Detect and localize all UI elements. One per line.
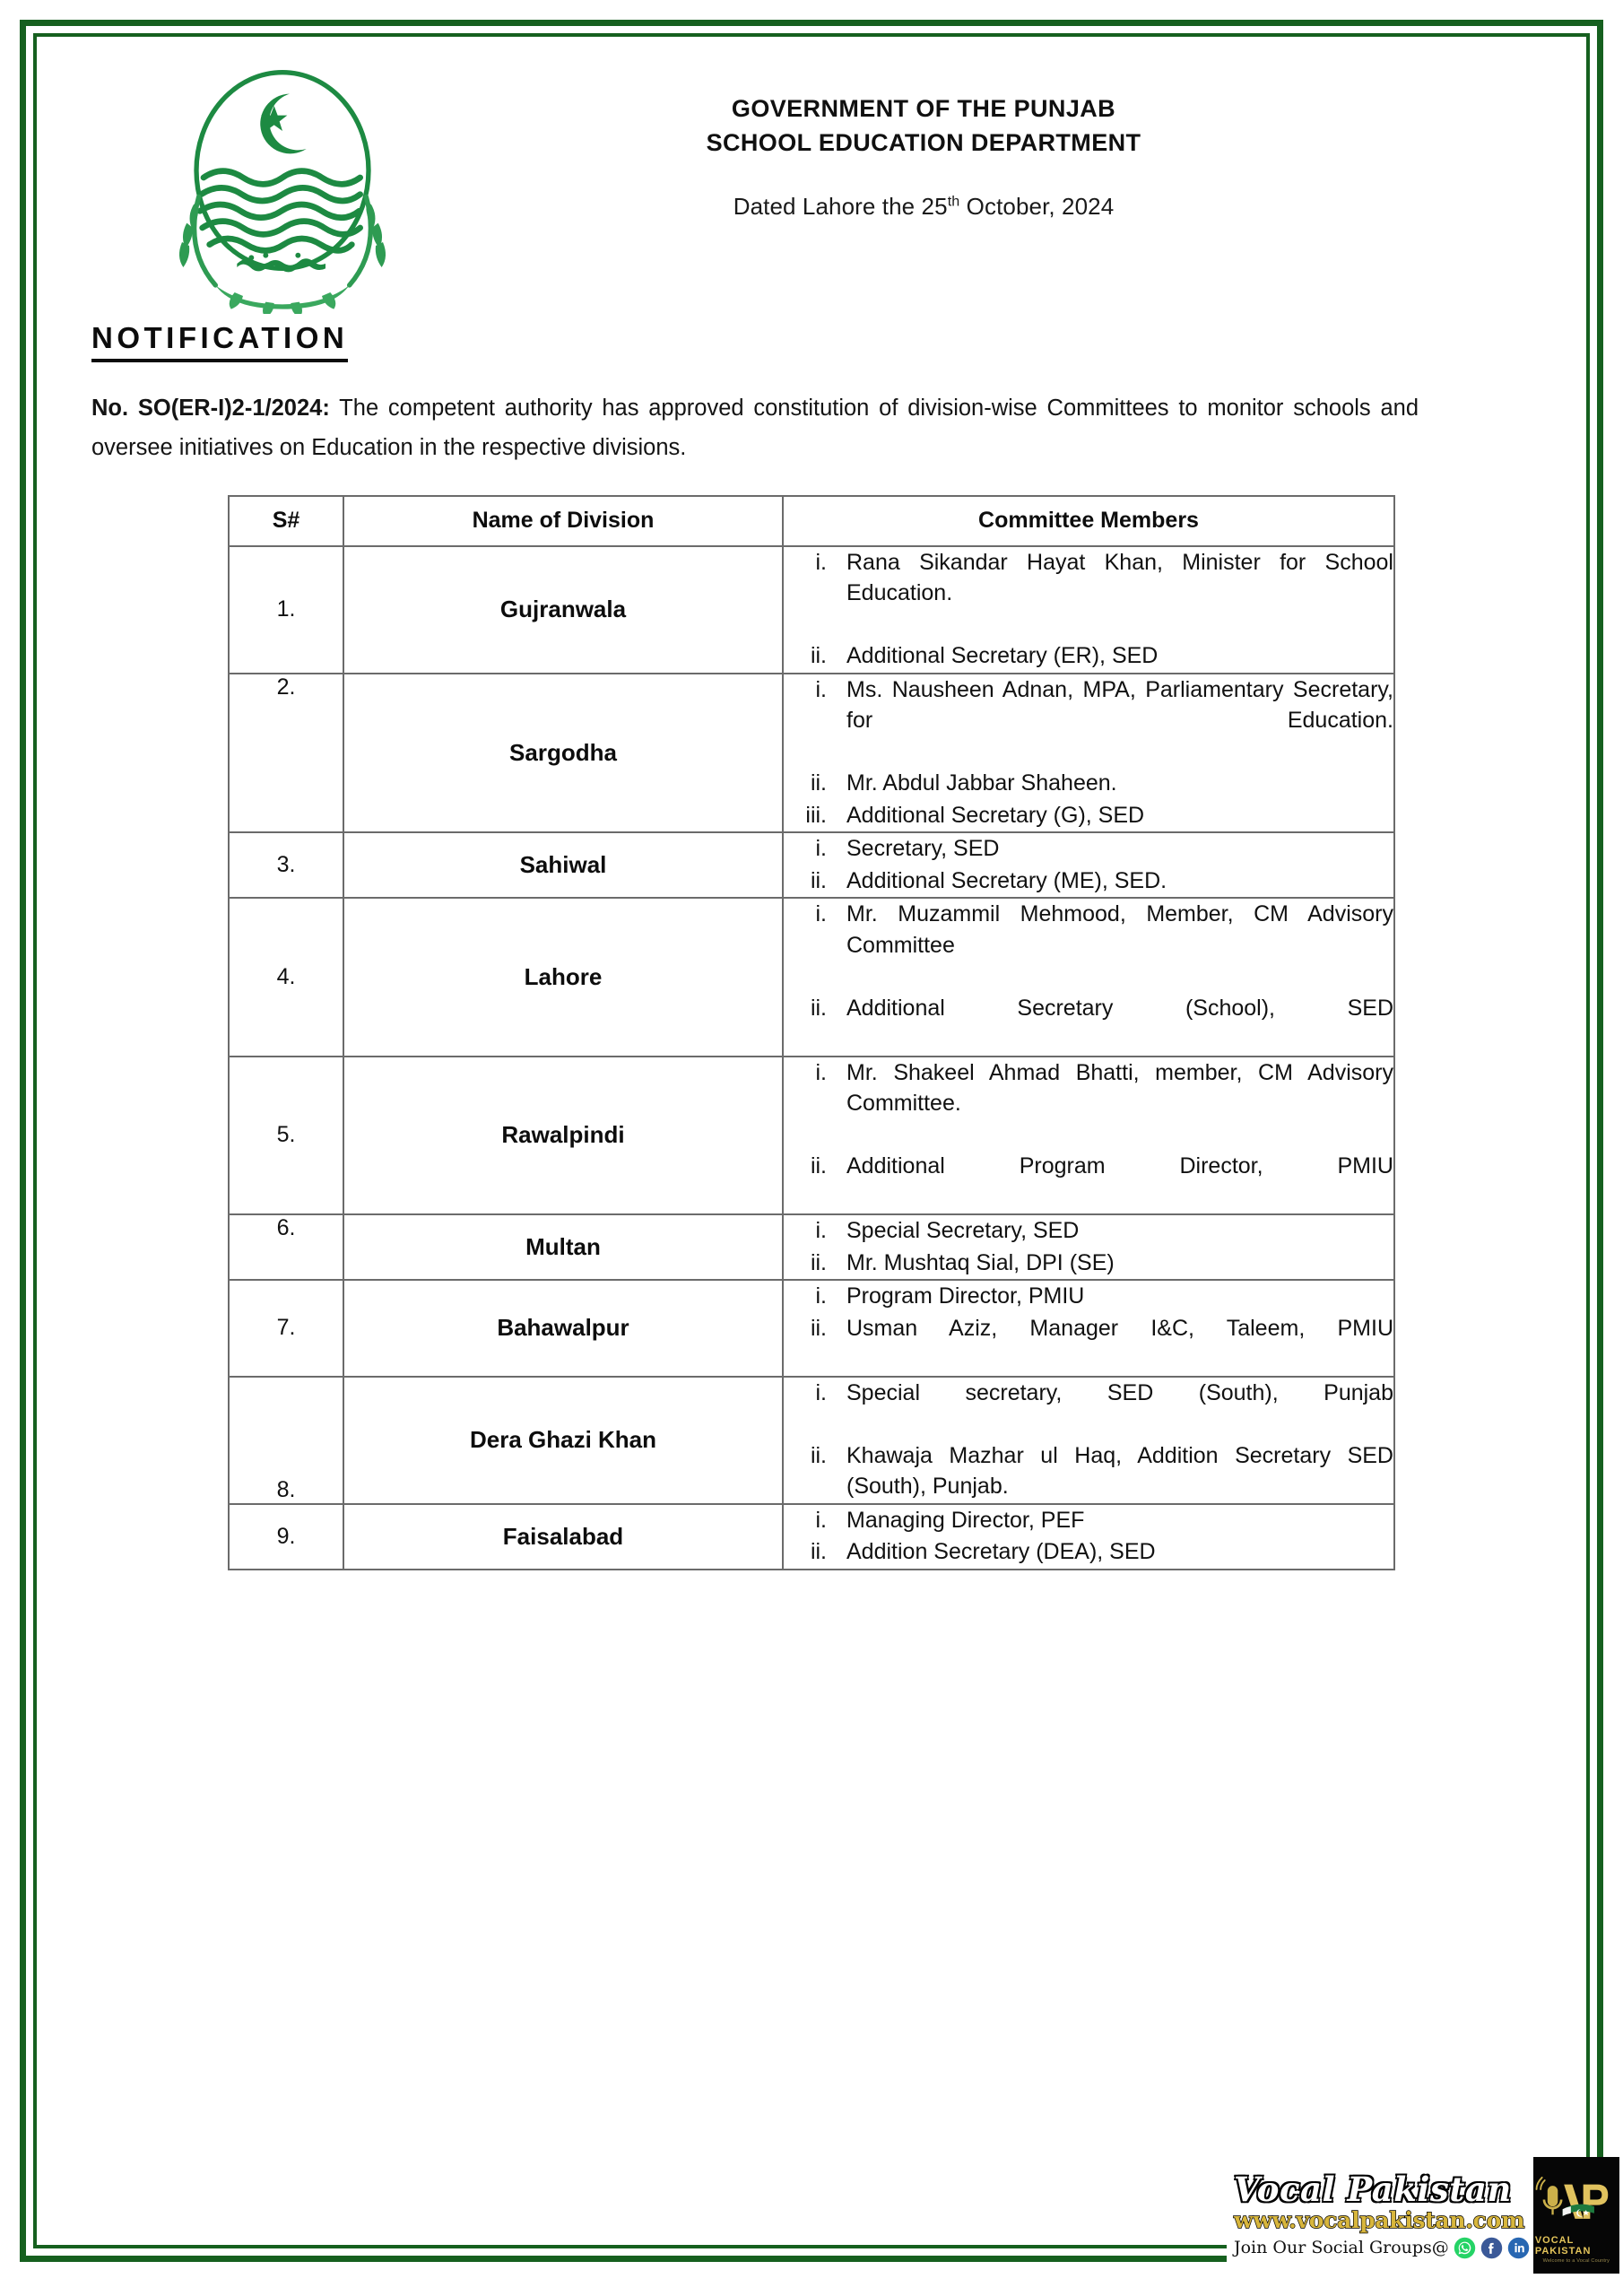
member-text: Mr. Mushtaq Sial, DPI (SE) [846, 1249, 1115, 1275]
member-text: Khawaja Mazhar ul Haq, Addition Secretary SED (South), Punjab. [846, 1442, 1393, 1500]
member-text: Usman Aziz, Manager I&C, Taleem, PMIU [846, 1315, 1393, 1341]
committee-table-wrapper [228, 495, 1393, 1570]
member-roman-numeral: i. [815, 1059, 827, 1085]
watermark-website-url[interactable]: www.vocalpakistan.com [1234, 2207, 1525, 2234]
member-roman-numeral: i. [815, 836, 827, 862]
table-row [229, 832, 1394, 898]
cell-committee-members [783, 1057, 1394, 1215]
member-roman-numeral: i. [815, 549, 827, 575]
member-list-item [784, 1151, 1393, 1213]
cell-committee-members [783, 1377, 1394, 1504]
date-ordinal-suffix: th [947, 193, 960, 209]
member-list-item [784, 1378, 1393, 1439]
cell-committee-members [783, 1280, 1394, 1377]
cell-division-name: Bahawalpur [343, 1280, 783, 1377]
member-roman-numeral: ii. [810, 995, 827, 1021]
watermark-social-row [1234, 2237, 1530, 2259]
member-list [784, 1215, 1393, 1278]
date-prefix: Dated Lahore the 25 [733, 192, 948, 220]
cell-division-name: Gujranwala [343, 546, 783, 674]
table-header-row [229, 496, 1394, 546]
member-list-item [784, 800, 1393, 831]
organization-block [430, 91, 1417, 221]
member-list [784, 1505, 1393, 1568]
member-text: Mr. Muzammil Mehmood, Member, CM Advisory Committee [846, 901, 1393, 958]
member-list-item [784, 768, 1393, 799]
member-text: Additional Secretary (ME), SED. [846, 867, 1167, 893]
punjab-government-emblem-icon [161, 63, 404, 314]
cell-committee-members [783, 1214, 1394, 1280]
member-text: Mr. Abdul Jabbar Shaheen. [846, 770, 1117, 796]
member-list-item [784, 1248, 1393, 1279]
member-list-item [784, 1281, 1393, 1312]
cell-committee-members [783, 546, 1394, 674]
member-list-item [784, 1215, 1393, 1247]
member-roman-numeral: i. [815, 1218, 827, 1244]
member-roman-numeral: ii. [810, 1539, 827, 1565]
member-list-item [784, 833, 1393, 865]
government-title-line-1: GOVERNMENT OF THE PUNJAB [731, 95, 1116, 122]
member-roman-numeral: iii. [805, 802, 827, 828]
document-content [54, 54, 1569, 2224]
cell-serial-number: 1. [229, 546, 343, 674]
member-roman-numeral: ii. [810, 770, 827, 796]
member-text: Special Secretary, SED [846, 1218, 1080, 1244]
document-date [430, 193, 1417, 221]
member-text: Managing Director, PEF [846, 1507, 1085, 1533]
cell-committee-members [783, 898, 1394, 1057]
watermark-logo [1533, 2157, 1619, 2274]
notification-body [91, 389, 1419, 468]
cell-serial-number: 9. [229, 1504, 343, 1570]
table-row [229, 546, 1394, 674]
member-roman-numeral: ii. [810, 1153, 827, 1179]
cell-serial-number: 7. [229, 1280, 343, 1377]
page-title: NOTIFICATION [91, 321, 348, 362]
member-list-item [784, 674, 1393, 768]
member-roman-numeral: i. [815, 901, 827, 927]
watermark-brand-name: Vocal Pakistan [1234, 2170, 1512, 2210]
table-row [229, 1057, 1394, 1215]
table-row [229, 1280, 1394, 1377]
notification-reference-number: No. SO(ER-I)2-1/2024: [91, 396, 330, 421]
column-header-division: Name of Division [343, 496, 783, 546]
member-list [784, 1378, 1393, 1502]
member-list-item [784, 1536, 1393, 1568]
watermark-logo-caption: VOCAL PAKISTAN [1534, 2234, 1592, 2257]
member-roman-numeral: ii. [810, 1249, 827, 1275]
member-list [784, 674, 1393, 831]
cell-division-name: Multan [343, 1214, 783, 1280]
member-roman-numeral: ii. [810, 867, 827, 893]
member-roman-numeral: i. [815, 1507, 827, 1533]
member-text: Additional Program Director, PMIU [846, 1153, 1393, 1179]
document-header [54, 54, 1569, 314]
cell-division-name: Rawalpindi [343, 1057, 783, 1215]
member-text: Addition Secretary (DEA), SED [846, 1539, 1156, 1565]
member-roman-numeral: i. [815, 1283, 827, 1309]
member-list-item [784, 547, 1393, 640]
cell-serial-number: 2. [229, 674, 343, 833]
cell-serial-number: 3. [229, 832, 343, 898]
member-roman-numeral: ii. [810, 643, 827, 669]
column-header-serial: S# [229, 496, 343, 546]
committee-table-body [229, 546, 1394, 1570]
member-list-item [784, 899, 1393, 992]
date-rest: October, 2024 [959, 192, 1115, 220]
cell-division-name: Dera Ghazi Khan [343, 1377, 783, 1504]
whatsapp-icon[interactable] [1454, 2237, 1476, 2259]
cell-division-name: Sahiwal [343, 832, 783, 898]
cell-committee-members [783, 832, 1394, 898]
member-roman-numeral: i. [815, 1379, 827, 1405]
member-text: Rana Sikandar Hayat Khan, Minister for School Education. [846, 549, 1393, 606]
member-list-item [784, 1505, 1393, 1536]
table-row [229, 1377, 1394, 1504]
member-list-item [784, 1057, 1393, 1151]
member-text: Secretary, SED [846, 836, 1000, 862]
watermark-text-block [1227, 2157, 1533, 2274]
table-row [229, 1504, 1394, 1570]
linkedin-icon[interactable] [1507, 2237, 1530, 2259]
member-list-item [784, 1313, 1393, 1375]
cell-committee-members [783, 1504, 1394, 1570]
member-text: Additional Secretary (G), SED [846, 802, 1145, 828]
member-list-item [784, 640, 1393, 672]
member-list [784, 899, 1393, 1055]
member-list [784, 1057, 1393, 1213]
cell-division-name: Faisalabad [343, 1504, 783, 1570]
facebook-icon[interactable] [1480, 2237, 1503, 2259]
member-list [784, 833, 1393, 896]
cell-serial-number: 4. [229, 898, 343, 1057]
member-roman-numeral: ii. [810, 1315, 827, 1341]
cell-committee-members [783, 674, 1394, 833]
department-title-line-2: SCHOOL EDUCATION DEPARTMENT [706, 129, 1141, 157]
member-text: Ms. Nausheen Adnan, MPA, Parliamentary Secretary, for Education. [846, 676, 1393, 734]
notification-body-text: The competent authority has approved constitution of division-wise Committees to monitor schools and oversee initiatives on Education in the respective divisions. [91, 396, 1419, 460]
member-list-item [784, 993, 1393, 1055]
column-header-members: Committee Members [783, 496, 1394, 546]
table-row [229, 1214, 1394, 1280]
table-row [229, 674, 1394, 833]
member-roman-numeral: i. [815, 676, 827, 702]
member-text: Additional Secretary (ER), SED [846, 643, 1159, 669]
watermark-logo-subcaption: Welcome to a Vocal Country [1542, 2257, 1610, 2264]
committee-table [228, 495, 1395, 1570]
member-text: Additional Secretary (School), SED [846, 995, 1393, 1021]
member-list-item [784, 1440, 1393, 1502]
member-list-item [784, 865, 1393, 897]
source-watermark [1227, 2157, 1610, 2274]
cell-serial-number: 5. [229, 1057, 343, 1215]
watermark-join-label: Join Our Social Groups@ [1234, 2238, 1449, 2258]
member-list [784, 1281, 1393, 1375]
member-text: Mr. Shakeel Ahmad Bhatti, member, CM Advisory Committee. [846, 1059, 1393, 1117]
member-roman-numeral: ii. [810, 1442, 827, 1468]
table-row [229, 898, 1394, 1057]
cell-division-name: Lahore [343, 898, 783, 1057]
cell-serial-number: 6. [229, 1214, 343, 1280]
cell-division-name: Sargodha [343, 674, 783, 833]
member-list [784, 547, 1393, 672]
member-text: Program Director, PMIU [846, 1283, 1085, 1309]
cell-serial-number: 8. [229, 1377, 343, 1504]
member-text: Special secretary, SED (South), Punjab [846, 1379, 1393, 1405]
